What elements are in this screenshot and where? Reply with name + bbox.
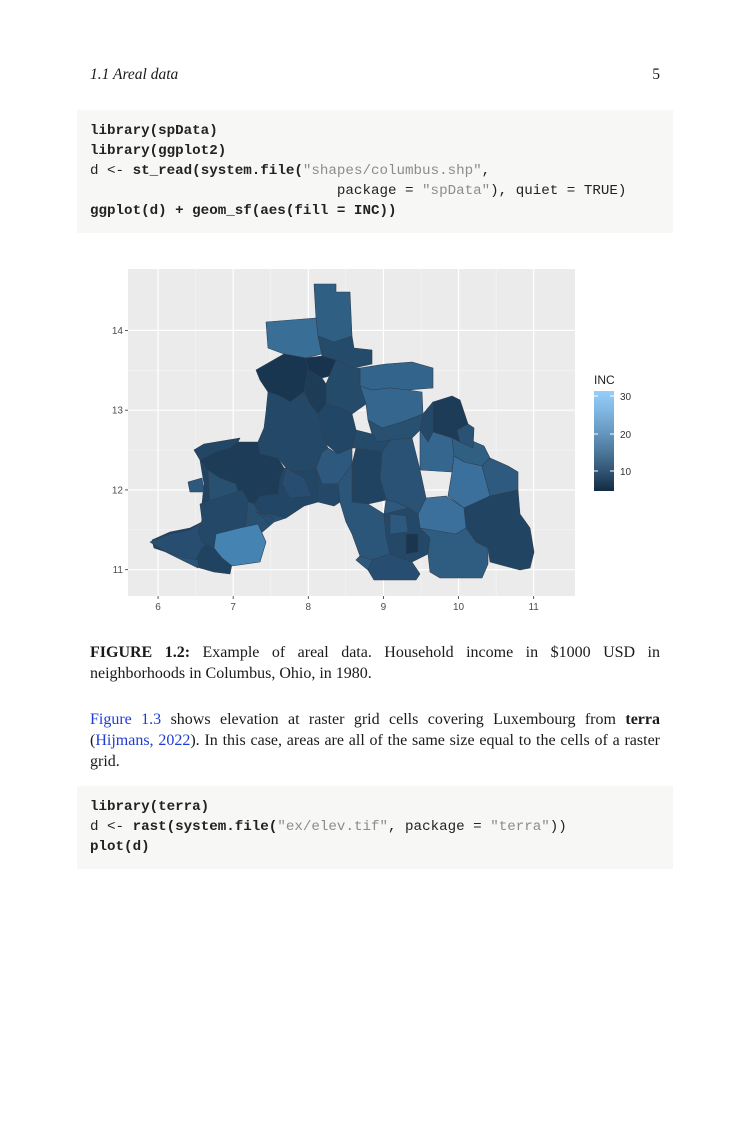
code-line	[90, 201, 673, 221]
code-token: library(terra)	[90, 799, 210, 815]
figure-caption	[90, 642, 660, 684]
code-line	[90, 121, 673, 141]
code-token: library(ggplot2)	[90, 143, 227, 159]
code-token: "ex/elev.tif"	[277, 819, 389, 835]
code-line	[90, 141, 673, 161]
paragraph-text: (	[90, 732, 96, 749]
legend-break-label: 20	[620, 430, 632, 441]
body-paragraph	[90, 709, 660, 772]
legend	[594, 373, 632, 491]
caption-label: FIGURE 1.2:	[90, 644, 191, 661]
code-token: d <-	[90, 163, 133, 179]
paragraph-text: ). In this case, areas are all of the same size equal to the cells of a raster grid.	[90, 732, 661, 770]
x-tick-label: 10	[452, 602, 465, 613]
x-tick-label: 9	[380, 602, 387, 613]
neighborhood-polygon	[406, 534, 418, 554]
code-token: ))	[549, 819, 567, 835]
figure-columbus-map	[90, 252, 660, 620]
code-token: d <-	[90, 819, 133, 835]
legend-title: INC	[594, 373, 615, 387]
x-tick-label: 6	[155, 602, 161, 613]
y-tick-label: 12	[111, 485, 123, 497]
x-tick-label: 11	[528, 602, 539, 613]
y-tick-label: 14	[111, 325, 123, 337]
neighborhood-polygon	[360, 362, 433, 390]
legend-break-label: 10	[620, 467, 632, 478]
code-block-terra	[77, 786, 673, 869]
x-tick-label: 8	[305, 602, 312, 613]
code-line	[90, 161, 673, 181]
code-line	[90, 837, 673, 857]
neighborhood-polygon	[390, 514, 408, 534]
legend-colorbar	[594, 391, 614, 491]
code-token: ggplot(d) + geom_sf(aes(fill = INC))	[90, 203, 397, 219]
code-token: rast(system.file(	[132, 819, 278, 835]
code-token: "terra"	[490, 819, 550, 835]
paragraph-text: shows elevation at raster grid cells covering Luxembourg from	[161, 711, 626, 728]
code-token: , package =	[388, 819, 491, 835]
code-line	[90, 181, 673, 201]
y-tick-label: 11	[112, 565, 123, 577]
code-token: "shapes/columbus.shp"	[302, 163, 482, 179]
running-header	[90, 66, 660, 88]
package-name: terra	[625, 711, 660, 728]
code-token: "spData"	[422, 183, 491, 199]
y-tick-label: 13	[111, 405, 123, 417]
x-tick-label: 7	[230, 602, 236, 613]
neighborhood-polygon	[314, 284, 352, 342]
code-token: plot(d)	[90, 839, 150, 855]
choropleth-map	[90, 252, 660, 620]
page-number: 5	[652, 66, 660, 83]
code-token: ), quiet = TRUE)	[490, 183, 627, 199]
section-title: 1.1 Areal data	[90, 66, 179, 83]
caption-text: Example of areal data. Household income in $1000 USD in neighborhoods in Columbus, Ohio, in 1980.	[90, 644, 660, 682]
code-block-ggplot	[77, 110, 673, 233]
code-line	[90, 817, 673, 837]
code-token: ,	[481, 163, 491, 179]
code-token: library(spData)	[90, 123, 218, 139]
figure-link[interactable]: Figure 1.3	[90, 711, 162, 728]
legend-break-label: 30	[620, 392, 632, 403]
code-token: st_read(system.file(	[132, 163, 303, 179]
code-line	[90, 797, 673, 817]
code-token: package =	[90, 183, 423, 199]
citation-link[interactable]: Hijmans, 2022	[95, 732, 191, 749]
